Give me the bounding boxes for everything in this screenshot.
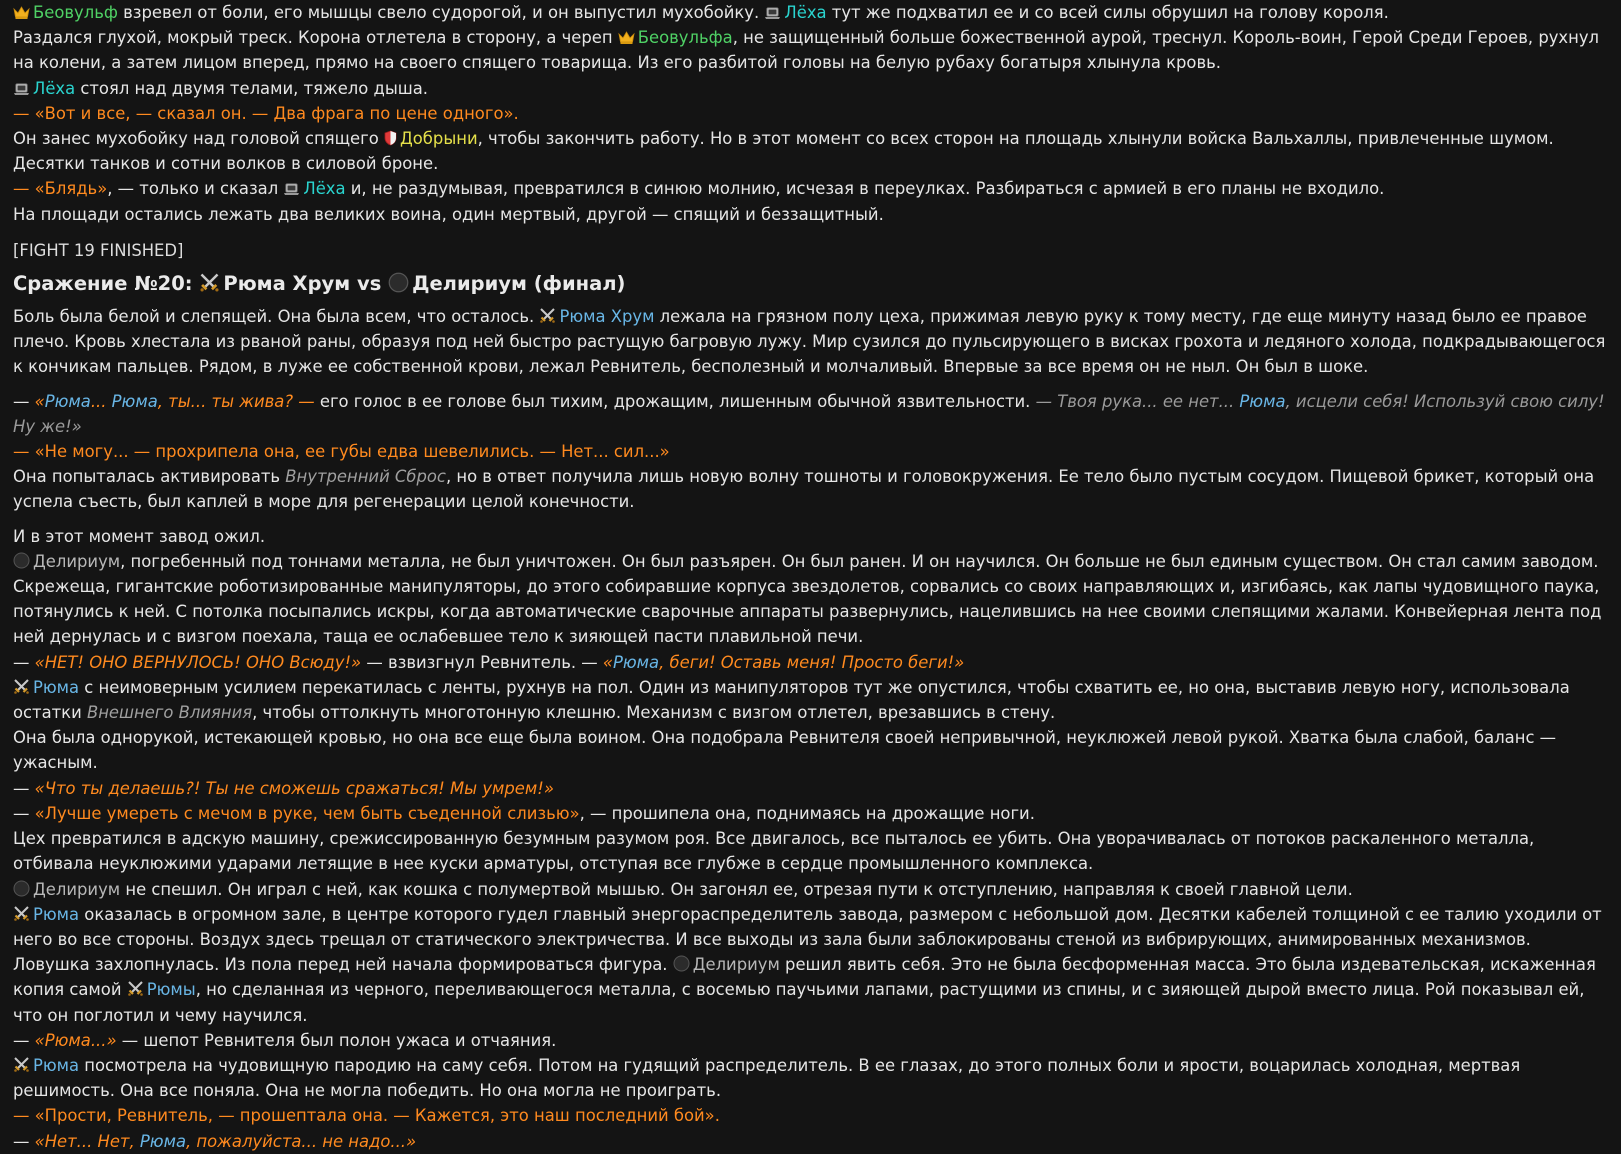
dialogue-quote: «Что ты делаешь?! Ты не сможешь сражаться! Мы умрем!»	[34, 778, 554, 798]
paragraph: — «Блядь», — только и сказал Лёха и, не раздумывая, превратился в синюю молнию, исчезая в переулках. Разбираться с армией в его планы не входило.	[13, 179, 1385, 199]
character-ryuma: Рюма	[613, 652, 660, 672]
character-lekha: Лёха	[784, 3, 827, 22]
thought-text: — Твоя рука... ее нет...	[1035, 391, 1240, 411]
paragraph: Боль была белой и слепящей. Она была всем, что осталось. Рюма Хрум лежала на грязном полу цеха, прижимая левую руку к тому месту, где еще минуту назад было ее правое плечо. Кровь хлестала из рваной раны, образуя под ней быстро растущую багровую лужу. Мир сузился до пульсирующего в висках грохота и ледяного холода, подкрадывающегося к кончикам пальцев. Рядом, в луже ее собственной крови, лежал Ревнитель, бесполезный и молчаливый. Впервые за все время он не ныл. Он был в шоке.	[13, 307, 1606, 377]
paragraph: Рюма с неимоверным усилием перекатилась с ленты, рухнув на пол. Один из манипуляторов тут же опустился, чтобы схватить ее, но она, выставив левую ногу, использовала остатки Внешнего Влияния, чтобы оттолкнуть многотонную клешню. Механизм с визгом отлетел, врезавшись в стену.	[13, 677, 1570, 723]
dialogue-quote: «Блядь»	[34, 179, 108, 199]
character-delirium: Делириум	[692, 955, 780, 975]
crossed-swords-icon	[13, 678, 30, 695]
character-ryuma: Рюма	[111, 391, 158, 411]
paragraph: Рюма оказалась в огромном зале, в центре которого гудел главный энергораспределитель завода, размером с небольшой дом. Десятки кабелей толщиной с ее талию уходили от него во все стороны. Воздух здесь трещал от статического электричества. И все выходы из зала были заблокированы стеной из вибрирующих, анимированных механизмов. Ловушка захлопнулась. Из пола перед ней начала формироваться фигура. Делириум решил явить себя. Это не была бесформенная масса. Это была издевательская, искаженная копия самой Рюмы, но сделанная из черного, переливающегося металла, с восемью паучьими лапами, растущими из спины, и с зияющей дырой вместо лица. Рой показывал ей, что он поглотил и чему научился.	[13, 904, 1602, 1025]
crown-icon	[13, 5, 30, 20]
laptop-icon	[13, 82, 30, 96]
black-circle-icon	[673, 955, 690, 972]
character-ryuma: Рюма Хрум	[559, 307, 655, 327]
black-circle-icon	[13, 552, 30, 569]
character-lekha: Лёха	[33, 78, 76, 98]
character-ryuma: Рюма	[139, 1131, 186, 1151]
paragraph: Беовульф взревел от боли, его мышцы свело судорогой, и он выпустил мухобойку. Лёха тут же подхватил ее и со всей силы обрушил на голову короля.	[13, 0, 1611, 25]
fight-heading: Сражение №20: Рюма Хрум vs Делириум (финал)	[13, 272, 626, 296]
dialogue-quote: «Нет... Нет,	[34, 1131, 140, 1151]
laptop-icon	[283, 182, 300, 196]
character-ryuma: Рюма	[33, 904, 80, 924]
character-delirium: Делириум	[33, 551, 121, 571]
character-ryuma: Рюма	[44, 391, 91, 411]
crossed-swords-icon	[539, 307, 556, 324]
paragraph: Он занес мухобойку над головой спящего Добрыни, чтобы закончить работу. Но в этот момент со всех сторон на площадь хлынули войска Вальхаллы, привлеченные шумом. Десятки танков и сотни волков в силовой броне.	[13, 129, 1554, 174]
paragraph: — «НЕТ! ОНО ВЕРНУЛОСЬ! ОНО Всюду!» — взвизгнул Ревнитель. — «Рюма, беги! Оставь меня! Просто беги!»	[13, 652, 965, 672]
dialogue-quote: «НЕТ! ОНО ВЕРНУЛОСЬ! ОНО Всюду!»	[34, 652, 362, 672]
paragraph: Она была однорукой, истекающей кровью, но она все еще была воином. Она подобрала Ревнителя своей непривычной, неуклюжей левой рукой. Хватка была слабой, баланс — ужасным.	[13, 728, 1557, 773]
paragraph: — «Рюма... Рюма, ты... ты жива? — его голос в ее голове был тихим, дрожащим, лишенным обычной язвительности. — Твоя рука... ее нет... Рюма, исцели себя! Используй свою силу! Ну же!»	[13, 391, 1605, 436]
character-beowulf: Беовульфа	[637, 28, 733, 48]
dialogue-quote: «Лучше умереть с мечом в руке, чем быть съеденной слизью»	[34, 803, 580, 823]
dialogue-quote: «Вот и все, — сказал он. — Два фрага по цене одного».	[34, 103, 519, 123]
black-circle-icon	[13, 880, 30, 897]
paragraph: И в этот момент завод ожил.	[13, 526, 266, 546]
character-beowulf: Беовульф	[33, 3, 118, 22]
dialogue-quote: «Прости, Ревнитель, — прошептала она. — Кажется, это наш последний бой».	[34, 1106, 720, 1126]
crown-icon	[618, 30, 635, 45]
paragraph: Делириум, погребенный под тоннами металла, не был уничтожен. Он был разъярен. Он был ранен. И он научился. Он больше не был единым существом. Он стал самим заводом. Скрежеща, гигантские роботизированные манипуляторы, до этого собиравшие корпуса звездолетов, сорвались со своих направляющих и, изгибаясь, как лапы чудовищного паука, потянулись к ней. С потолка посыпались искры, когда автоматические сварочные аппараты развернулись, нацелившись на нее своими слепящими жалами. Конвейерная лента под ней дернулась и с визгом поехала, таща ее ослабевшее тело к зияющей пасти плавильной печи.	[13, 551, 1602, 647]
crossed-swords-icon	[13, 1056, 30, 1073]
black-circle-icon	[388, 272, 409, 293]
paragraph: На площади остались лежать два великих воина, один мертвый, другой — спящий и беззащитный.	[13, 204, 884, 224]
paragraph: — «Вот и все, — сказал он. — Два фрага по цене одного».	[13, 103, 519, 123]
character-ryuma: Рюма	[33, 1055, 80, 1075]
skill-name: Внутренний Сброс	[285, 467, 446, 487]
chat-log	[13, 0, 1611, 1154]
character-ryuma: Рюма	[33, 677, 80, 697]
system-message: [FIGHT 19 FINISHED]	[13, 240, 184, 260]
paragraph: Она попыталась активировать Внутренний Сброс, но в ответ получила лишь новую волну тошноты и головокружения. Ее тело было пустым сосудом. Пищевой брикет, который она успела съесть, был каплей в море для регенерации целой конечности.	[13, 467, 1595, 512]
paragraph: Рюма посмотрела на чудовищную пародию на саму себя. Потом на гудящий распределитель. В ее глазах, до этого полных боли и ярости, воцарилась холодная, мертвая решимость. Она все поняла. Она не могла победить. Но она могла не проиграть.	[13, 1055, 1521, 1101]
paragraph: — «Прости, Ревнитель, — прошептала она. — Кажется, это наш последний бой».	[13, 1106, 720, 1126]
paragraph: Лёха стоял над двумя телами, тяжело дыша.	[13, 76, 1611, 101]
laptop-icon	[764, 6, 781, 20]
paragraph: — «Не могу... — прохрипела она, ее губы едва шевелились. — Нет... сил...»	[13, 442, 670, 462]
character-delirium: Делириум	[33, 879, 121, 899]
paragraph: Цех превратился в адскую машину, срежиссированную безумным разумом роя. Все двигалось, все пыталось ее убить. Она уворачивалась от потоков раскаленного металла, отбивала неуклюжими ударами летящие в нее куски арматуры, отступая все глубже в сердце промышленного комплекса.	[13, 829, 1535, 874]
paragraph: — «Нет... Нет, Рюма, пожалуйста... не надо...»	[13, 1131, 417, 1151]
paragraph: Раздался глухой, мокрый треск. Корона отлетела в сторону, а череп Беовульфа, не защищенный больше божественной аурой, треснул. Король-воин, Герой Среди Героев, рухнул на колени, а затем лицом вперед, прямо на своего спящего товарища. Из его разбитой головы на белую рубаху богатыря хлынула кровь.	[13, 28, 1600, 73]
crossed-swords-icon	[13, 905, 30, 922]
paragraph: — «Рюма...» — шепот Ревнителя был полон ужаса и отчаяния.	[13, 1030, 557, 1050]
crossed-swords-icon	[127, 980, 144, 997]
character-ryuma: Рюма	[1239, 391, 1286, 411]
crossed-swords-icon	[199, 272, 220, 293]
paragraph: — «Лучше умереть с мечом в руке, чем быть съеденной слизью», — прошипела она, поднимаясь на дрожащие ноги.	[13, 803, 1035, 823]
character-dobrynya: Добрыни	[399, 129, 478, 149]
paragraph: — «Что ты делаешь?! Ты не сможешь сражаться! Мы умрем!»	[13, 778, 554, 798]
dialogue-quote: Рюма	[44, 1030, 91, 1050]
dialogue-quote: «Не могу... — прохрипела она, ее губы едва шевелились. — Нет... сил...»	[34, 442, 670, 462]
paragraph: Делириум не спешил. Он играл с ней, как кошка с полумертвой мышью. Он загонял ее, отрезая пути к отступлению, направляя к своей главной цели.	[13, 877, 1611, 902]
character-ryuma: Рюмы	[146, 980, 196, 1000]
shield-icon	[384, 130, 397, 146]
skill-name: Внешнего Влияния	[86, 703, 253, 723]
character-lekha: Лёха	[303, 179, 346, 199]
